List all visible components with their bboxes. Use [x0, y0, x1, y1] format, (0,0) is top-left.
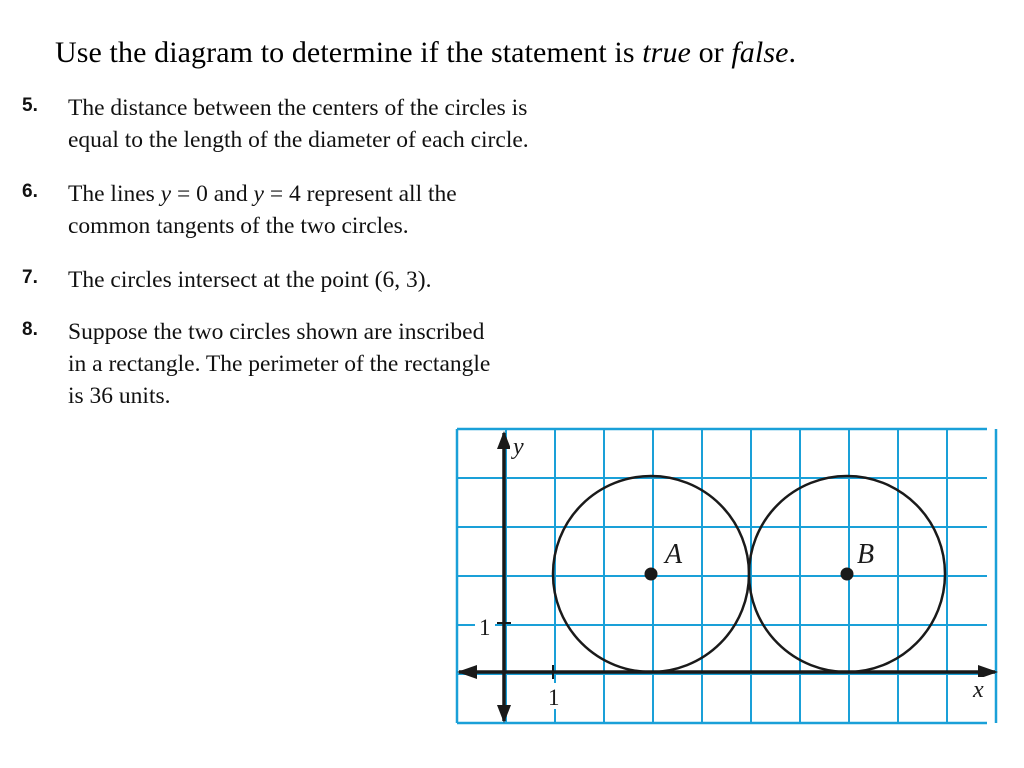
y-unit-label: 1 [479, 615, 491, 640]
problem-text-segment: The lines [68, 181, 161, 207]
coordinate-plane [455, 427, 1000, 727]
problem-line: The circles intersect at the point (6, 3). [68, 267, 432, 293]
instructions-false-word: false [731, 36, 789, 69]
problem-text [68, 316, 622, 412]
problem-line: The distance between the centers of the circles is [68, 95, 528, 121]
problem-text [68, 92, 622, 156]
problem-line: common tangents of the two circles. [68, 213, 409, 239]
instructions-middle: or [690, 36, 732, 69]
problem-line: Suppose the two circles shown are inscribed [68, 319, 485, 345]
y-axis-label: y [513, 434, 524, 460]
center-point-a [645, 568, 658, 581]
instructions-true-word: true [642, 36, 691, 69]
problem-text-segment: = 0 and [171, 181, 254, 207]
point-b-label: B [857, 539, 875, 570]
problem-8 [22, 316, 622, 416]
problem-7 [22, 264, 622, 316]
problem-line: equal to the length of the diameter of each circle. [68, 127, 529, 153]
instructions-prefix: Use the diagram to determine if the statement is [55, 36, 643, 69]
point-a-label: A [665, 539, 683, 570]
problem-text [68, 264, 622, 296]
problem-text-segment: = 4 represent all the [263, 181, 457, 207]
problem-line: is 36 units. [68, 383, 171, 409]
x-unit-label: 1 [548, 685, 560, 710]
grid [457, 429, 996, 723]
problem-list [22, 92, 622, 416]
y-axis-up-arrow-icon [497, 431, 511, 449]
problem-5 [22, 92, 622, 178]
y-axis-down-arrow-icon [497, 705, 511, 723]
instructions-suffix: . [788, 36, 797, 69]
problem-number: 5. [22, 95, 38, 116]
problem-line [68, 178, 622, 210]
problem-number: 7. [22, 267, 38, 288]
problem-text [68, 178, 622, 242]
problem-number: 6. [22, 181, 38, 202]
problem-6 [22, 178, 622, 264]
x-axis-left-arrow-icon [457, 665, 477, 679]
x-axis-label: x [973, 677, 984, 703]
circles [553, 476, 945, 672]
instructions-heading [55, 36, 796, 70]
problem-line: in a rectangle. The perimeter of the rectangle [68, 351, 491, 377]
problem-number: 8. [22, 319, 38, 340]
variable-y: y [160, 181, 172, 207]
variable-y: y [253, 181, 264, 207]
coordinate-diagram [455, 427, 1000, 732]
center-point-b [841, 568, 854, 581]
